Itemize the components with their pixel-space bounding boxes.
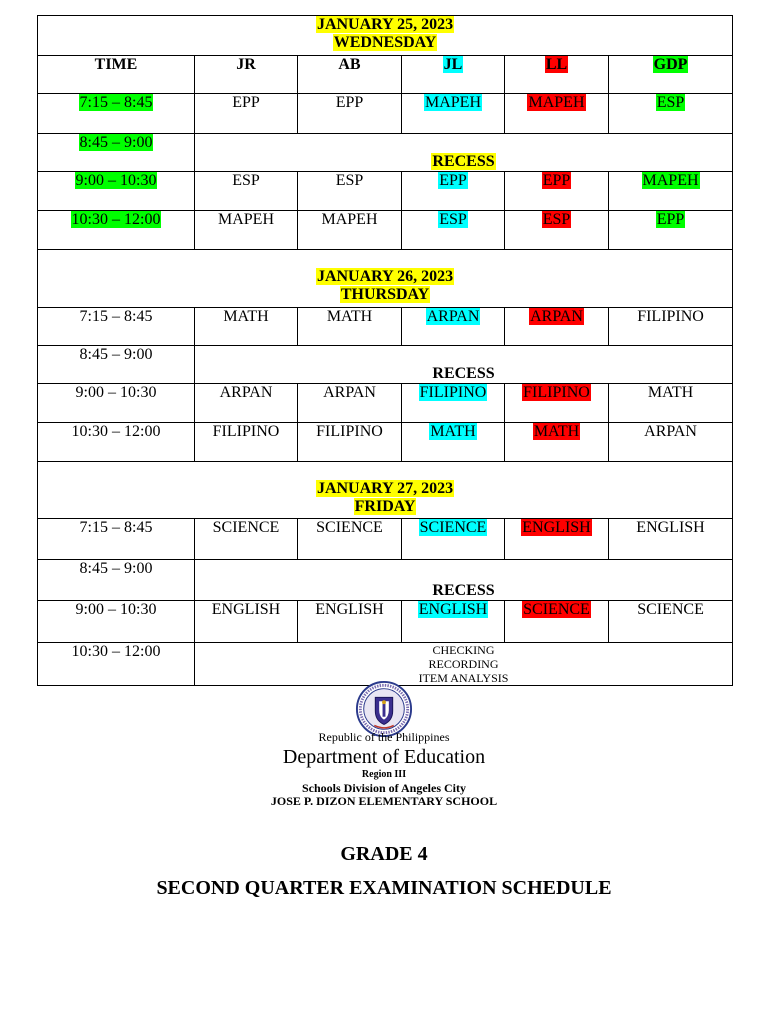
subject-cell: MATH: [430, 423, 476, 440]
time-cell: 7:15 – 8:45: [79, 308, 153, 325]
day-header: [38, 462, 733, 519]
recess-label: RECESS: [432, 153, 495, 170]
activity-recording: RECORDING: [428, 657, 499, 671]
time-cell: 8:45 – 9:00: [79, 560, 153, 577]
recess-row: [38, 560, 733, 601]
subject-cell: ARPAN: [530, 308, 583, 325]
subject-cell: EPP: [542, 172, 571, 189]
region-label: Region III: [361, 769, 407, 780]
weekday-label: THURSDAY: [340, 286, 430, 303]
time-cell: 10:30 – 12:00: [71, 211, 161, 228]
subject-cell: MATH: [223, 308, 269, 325]
activity-checking: CHECKING: [432, 643, 495, 657]
activity-item-analysis: ITEM ANALYSIS: [418, 671, 509, 685]
table-row: [38, 172, 733, 211]
subject-cell: MATH: [533, 423, 580, 440]
col-header-ab: AB: [338, 56, 361, 73]
department-label: Department of Education: [282, 746, 486, 768]
col-header-gdp: GDP: [653, 56, 688, 73]
subject-cell: SCIENCE: [316, 519, 383, 536]
grade-heading: GRADE 4: [340, 843, 428, 865]
col-header-jl: JL: [443, 56, 463, 73]
time-cell: 7:15 – 8:45: [79, 519, 153, 536]
checking-cell: [195, 643, 733, 686]
subject-cell: EPP: [232, 94, 260, 111]
recess-row: [38, 134, 733, 172]
col-header-jr: JR: [236, 56, 256, 73]
subject-cell: FILIPINO: [419, 384, 487, 401]
recess-row: [38, 346, 733, 384]
time-cell: 9:00 – 10:30: [75, 601, 157, 618]
weekday-label: FRIDAY: [354, 498, 416, 515]
subject-cell: ENGLISH: [418, 601, 488, 618]
subject-cell: EPP: [335, 94, 364, 111]
table-row: [38, 423, 733, 462]
subject-cell: ARPAN: [644, 423, 697, 440]
subject-cell: MAPEH: [321, 211, 378, 228]
day-header: [38, 250, 733, 308]
subject-cell: ESP: [232, 172, 260, 189]
date-label: JANUARY 25, 2023: [316, 16, 454, 33]
subject-cell: MAPEH: [528, 94, 585, 111]
date-label: JANUARY 27, 2023: [316, 480, 454, 497]
time-cell: 8:45 – 9:00: [79, 346, 153, 363]
date-label: JANUARY 26, 2023: [316, 268, 454, 285]
document-title: SECOND QUARTER EXAMINATION SCHEDULE: [156, 877, 612, 899]
table-row: [38, 601, 733, 643]
time-cell: 10:30 – 12:00: [71, 643, 161, 660]
subject-cell: ARPAN: [219, 384, 273, 401]
time-cell: 10:30 – 12:00: [71, 423, 161, 440]
subject-cell: MATH: [647, 384, 694, 401]
day-header: [38, 16, 733, 56]
subject-cell: ARPAN: [323, 384, 376, 401]
subject-cell: SCIENCE: [212, 519, 280, 536]
table-row: [38, 211, 733, 250]
republic-label: Republic of the Philippines: [318, 730, 450, 744]
table-row: [38, 384, 733, 423]
time-cell: 9:00 – 10:30: [75, 172, 157, 189]
subject-cell: ENGLISH: [315, 601, 384, 618]
subject-cell: ENGLISH: [636, 519, 705, 536]
subject-cell: FILIPINO: [212, 423, 280, 440]
subject-cell: MATH: [326, 308, 373, 325]
subject-cell: FILIPINO: [637, 308, 704, 325]
col-header-ll: LL: [545, 56, 568, 73]
time-cell: 7:15 – 8:45: [79, 94, 153, 111]
subject-cell: MAPEH: [217, 211, 274, 228]
subject-cell: MAPEH: [424, 94, 481, 111]
subject-cell: SCIENCE: [637, 601, 704, 618]
col-header-time: TIME: [94, 56, 138, 73]
subject-cell: SCIENCE: [523, 601, 590, 618]
table-row: [38, 308, 733, 346]
subject-cell: FILIPINO: [316, 423, 383, 440]
column-header-row: [38, 56, 733, 94]
subject-cell: ENGLISH: [211, 601, 281, 618]
table-row: [38, 94, 733, 134]
time-cell: 9:00 – 10:30: [75, 384, 157, 401]
subject-cell: ESP: [542, 211, 571, 228]
time-cell: 8:45 – 9:00: [79, 134, 153, 151]
subject-cell: ESP: [656, 94, 685, 111]
school-label: JOSE P. DIZON ELEMENTARY SCHOOL: [270, 794, 498, 808]
table-row: [38, 519, 733, 560]
subject-cell: ENGLISH: [522, 519, 591, 536]
subject-cell: ARPAN: [426, 308, 480, 325]
division-label: Schools Division of Angeles City: [301, 781, 466, 795]
subject-cell: MAPEH: [642, 172, 699, 189]
subject-cell: ESP: [335, 172, 364, 189]
subject-cell: SCIENCE: [419, 519, 487, 536]
weekday-label: WEDNESDAY: [333, 34, 437, 51]
recess-label: RECESS: [432, 582, 495, 599]
subject-cell: ESP: [439, 211, 467, 228]
subject-cell: EPP: [656, 211, 685, 228]
exam-schedule-table: [37, 15, 733, 686]
subject-cell: FILIPINO: [523, 384, 590, 401]
recess-label: RECESS: [432, 365, 495, 382]
subject-cell: EPP: [439, 172, 467, 189]
